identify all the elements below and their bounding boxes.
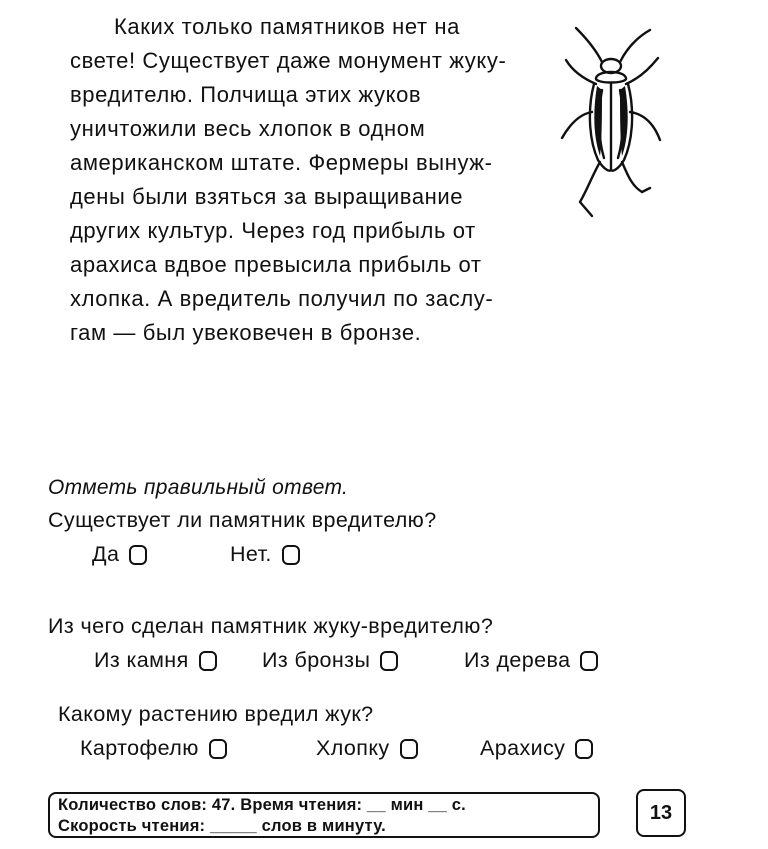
reading-passage	[70, 10, 540, 350]
option-label: Арахису	[480, 736, 566, 760]
question-1: Существует ли памятник вредителю?	[48, 508, 437, 532]
passage-line: других культур. Через год прибыль от	[70, 218, 476, 243]
option-bronze[interactable]	[262, 648, 398, 673]
passage-line: уничтожили весь хлопок в одном	[70, 116, 426, 141]
answer-checkbox[interactable]	[380, 651, 398, 671]
passage-line: дены были взяться за выращивание	[70, 184, 464, 209]
passage-line: гам — был увековечен в бронзе.	[70, 320, 422, 345]
instruction-text: Отметь правильный ответ.	[48, 476, 349, 499]
passage-line: арахиса вдвое превысила прибыль от	[70, 252, 482, 277]
option-label: Картофелю	[80, 736, 199, 760]
option-label: Нет.	[230, 542, 272, 566]
passage-line: американском штате. Фермеры вынуж-	[70, 150, 493, 175]
option-label: Из камня	[94, 648, 189, 672]
option-label: Из бронзы	[262, 648, 371, 672]
page-number: 13	[636, 789, 686, 837]
option-label: Да	[92, 542, 120, 566]
passage-line: свете! Существует даже монумент жуку-	[70, 48, 507, 73]
question-3: Какому растению вредил жук?	[58, 702, 374, 726]
question-2: Из чего сделан памятник жуку-вредителю?	[48, 614, 494, 638]
answer-checkbox[interactable]	[199, 651, 217, 671]
reading-speed-line: Скорость чтения: _____ слов в минуту.	[58, 817, 386, 835]
beetle-icon	[552, 20, 670, 220]
reading-stats-box	[48, 792, 600, 838]
question-2-options	[0, 648, 768, 678]
answer-checkbox[interactable]	[209, 739, 227, 759]
option-wood[interactable]	[464, 648, 598, 673]
answer-checkbox[interactable]	[575, 739, 593, 759]
answer-checkbox[interactable]	[282, 545, 300, 565]
question-1-options	[0, 542, 768, 572]
passage-line: Каких только памятников нет на	[114, 14, 461, 39]
option-potato[interactable]	[80, 736, 227, 761]
answer-checkbox[interactable]	[580, 651, 598, 671]
passage-line: хлопка. А вредитель получил по заслу-	[70, 286, 494, 311]
passage-line: вредителю. Полчища этих жуков	[70, 82, 422, 107]
option-stone[interactable]	[94, 648, 217, 673]
option-da[interactable]	[92, 542, 147, 567]
question-3-options	[0, 736, 768, 766]
option-peanut[interactable]	[480, 736, 593, 761]
answer-checkbox[interactable]	[129, 545, 147, 565]
word-count-line: Количество слов: 47. Время чтения: __ мин __ с.	[58, 796, 466, 814]
option-net[interactable]	[230, 542, 300, 567]
option-cotton[interactable]	[316, 736, 418, 761]
option-label: Из дерева	[464, 648, 571, 672]
option-label: Хлопку	[316, 736, 390, 760]
answer-checkbox[interactable]	[400, 739, 418, 759]
